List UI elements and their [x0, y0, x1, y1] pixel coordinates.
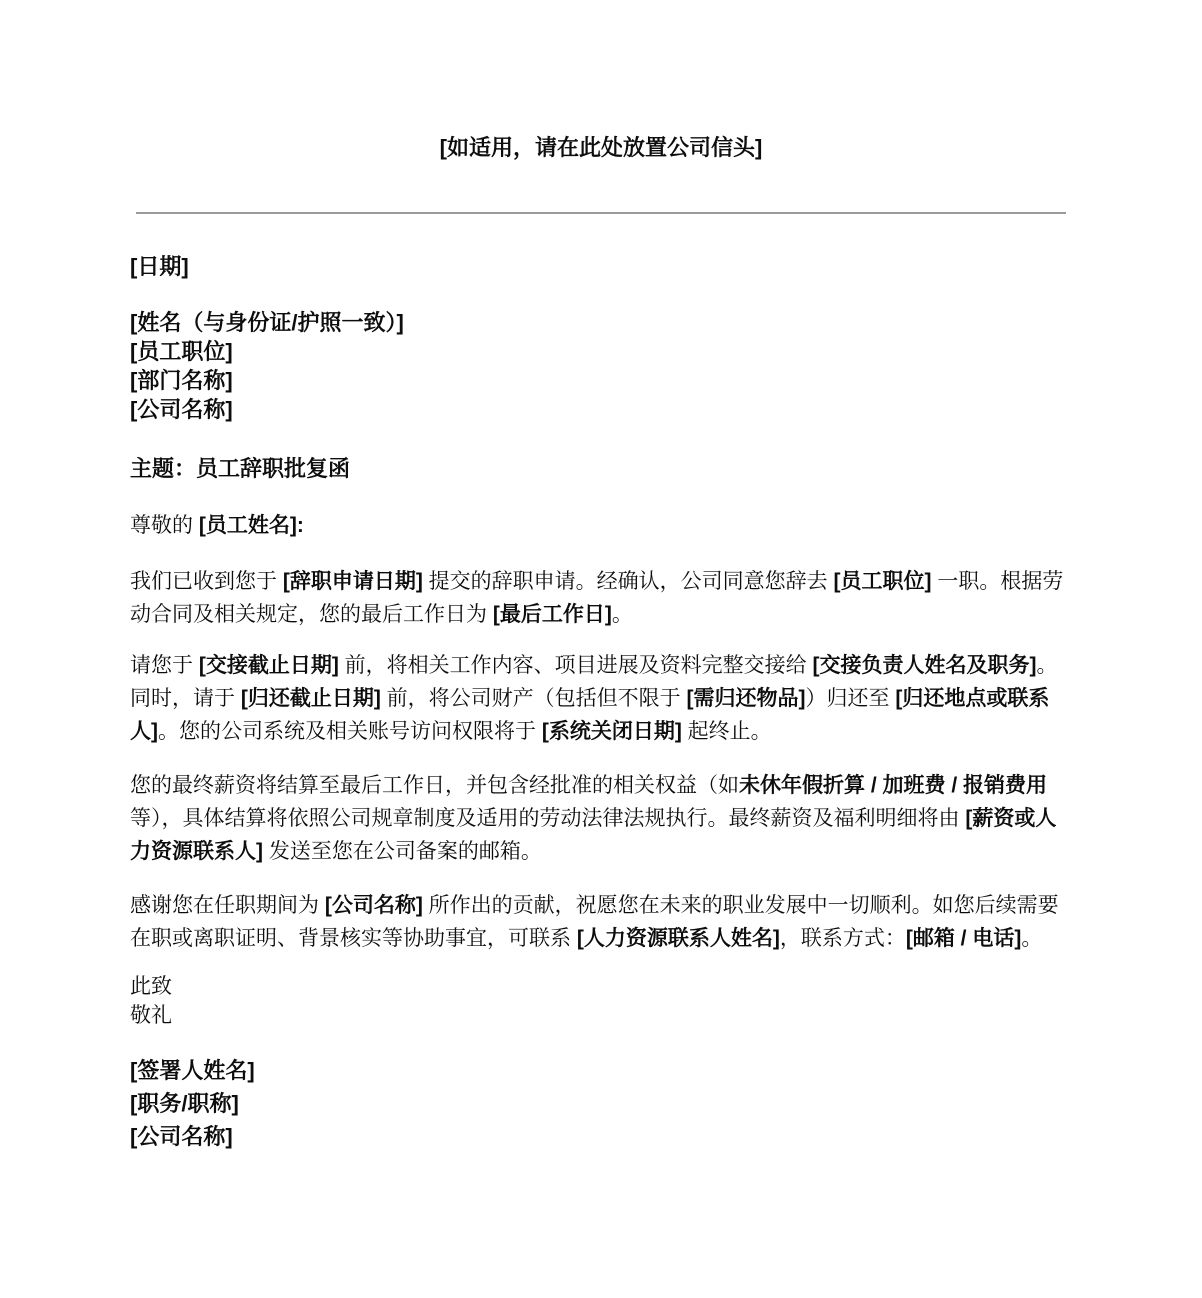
recipient-block	[130, 308, 1072, 424]
greeting-line: 尊敬的 [员工姓名]:	[130, 514, 304, 537]
signature-company-line: [公司名称]	[130, 1124, 233, 1149]
signature-name-line: [签署人姓名]	[130, 1058, 255, 1083]
signature-block	[130, 1054, 1072, 1153]
closing-block	[130, 972, 1072, 1030]
closing-jingli-line: 敬礼	[130, 1004, 172, 1027]
body-paragraph-handover-and-returns: 请您于 [交接截止日期] 前，将相关工作内容、项目进展及资料完整交接给 [交接负责人姓名及职务]。同时，请于 [归还截止日期] 前，将公司财产（包括但不限于 [需归还物品]）归还至 [归还地点或联系人]。您的公司系统及相关账号访问权限将于 [系统关闭日期] 起终止。	[130, 654, 1058, 743]
body-paragraph-thanks-and-contact: 感谢您在任职期间为 [公司名称] 所作出的贡献，祝愿您在未来的职业发展中一切顺利。如您后续需要在职或离职证明、背景核实等协助事宜，可联系 [人力资源联系人姓名]，联系方式：[邮箱 / 电话]。	[130, 894, 1059, 950]
recipient-name-line: [姓名（与身份证/护照一致）]	[130, 310, 404, 335]
signature-title-line: [职务/职称]	[130, 1091, 239, 1116]
subject-line: 主题：员工辞职批复函	[130, 456, 351, 481]
letterhead-placeholder: [如适用，请在此处放置公司信头]	[439, 135, 763, 160]
body-paragraph-final-pay: 您的最终薪资将结算至最后工作日，并包含经批准的相关权益（如未休年假折算 / 加班费 / 报销费用等），具体结算将依照公司规章制度及适用的劳动法律法规执行。最终薪资及福利明细将由 [薪资或人力资源联系人] 发送至您在公司备案的邮箱。	[130, 774, 1057, 863]
closing-cizhi-line: 此致	[130, 975, 172, 998]
recipient-company-line: [公司名称]	[130, 397, 233, 422]
body-paragraph-resignation-acceptance: 我们已收到您于 [辞职申请日期] 提交的辞职申请。经确认，公司同意您辞去 [员工职位] 一职。根据劳动合同及相关规定，您的最后工作日为 [最后工作日]。	[130, 570, 1064, 626]
date-line: [日期]	[130, 254, 189, 279]
recipient-position-line: [员工职位]	[130, 339, 233, 364]
recipient-department-line: [部门名称]	[130, 368, 233, 393]
divider-rule	[136, 212, 1066, 214]
